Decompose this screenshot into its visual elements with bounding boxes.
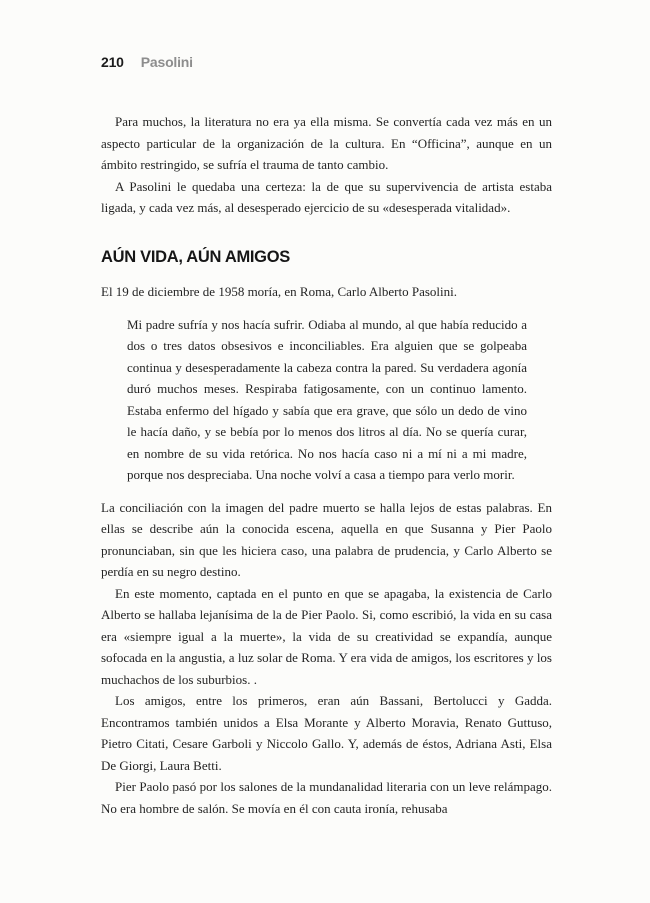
page-number: 210 <box>101 54 124 70</box>
section-heading: AÚN VIDA, AÚN AMIGOS <box>101 247 290 266</box>
paragraph: La conciliación con la imagen del padre muerto se halla lejos de estas palabras. En ellas se describe aún la conocida escena, aquella en que Susanna y Pier Paolo pronunciaban, sin que les hiciera caso, una palabra de prudencia, y Carlo Alberto se perdía en su negro destino. <box>101 499 552 579</box>
paragraph: En este momento, captada en el punto en que se apagaba, la existencia de Carlo Alberto se hallaba lejanísima de la de Pier Paolo. Si, como escribió, la vida en su casa era «siempre igual a la muerte», la vida de su creatividad se expandía, aunque sofocada en la angustia, a luz solar de Roma. Y era vida de amigos, los escritores y los muchachos de los suburbios. . <box>101 585 552 687</box>
paragraph: Los amigos, entre los primeros, eran aún Bassani, Bertolucci y Gadda. Encontramos también unidos a Elsa Morante y Alberto Moravia, Renato Guttuso, Pietro Citati, Cesare Garboli y Niccolo Gallo. Y, además de éstos, Adriana Asti, Elsa De Giorgi, Laura Betti. <box>101 693 552 773</box>
paragraph: A Pasolini le quedaba una certeza: la de que su supervivencia de artista estaba ligada, y cada vez más, al desesperado ejercicio de su «desesperada vitalidad». <box>101 178 552 215</box>
quoted-passage: Mi padre sufría y nos hacía sufrir. Odiaba al mundo, al que había reducido a dos o tres datos obsesivos e inconciliables. Era alguien que se golpeaba continua y desesperadamente la cabeza contra la pared. Su verdadera agonía duró muchos meses. Respiraba fatigosamente, con un continuo lamento. Estaba enfermo del hígado y sabía que era grave, que sólo un dedo de vino le hacía daño, y se bebía por lo menos dos litros al día. No se quería curar, en nombre de su vida retórica. No nos hacía caso ni a mí ni a mi madre, porque nos despreciaba. Una noche volví a casa a tiempo para verlo morir. <box>127 316 527 482</box>
paragraph: Pier Paolo pasó por los salones de la mundanalidad literaria con un leve relámpago. No era hombre de salón. Se movía en él con cauta ironía, rehusaba <box>101 779 552 816</box>
running-header <box>101 54 552 70</box>
running-title: Pasolini <box>140 54 193 70</box>
page-body <box>101 111 552 819</box>
paragraph: El 19 de diciembre de 1958 moría, en Roma, Carlo Alberto Pasolini. <box>101 284 457 299</box>
paragraph: Para muchos, la literatura no era ya ella misma. Se convertía cada vez más en un aspecto particular de la organización de la cultura. En “Officina”, aunque en un ámbito restringido, se sufría el trauma de tanto cambio. <box>101 114 552 172</box>
